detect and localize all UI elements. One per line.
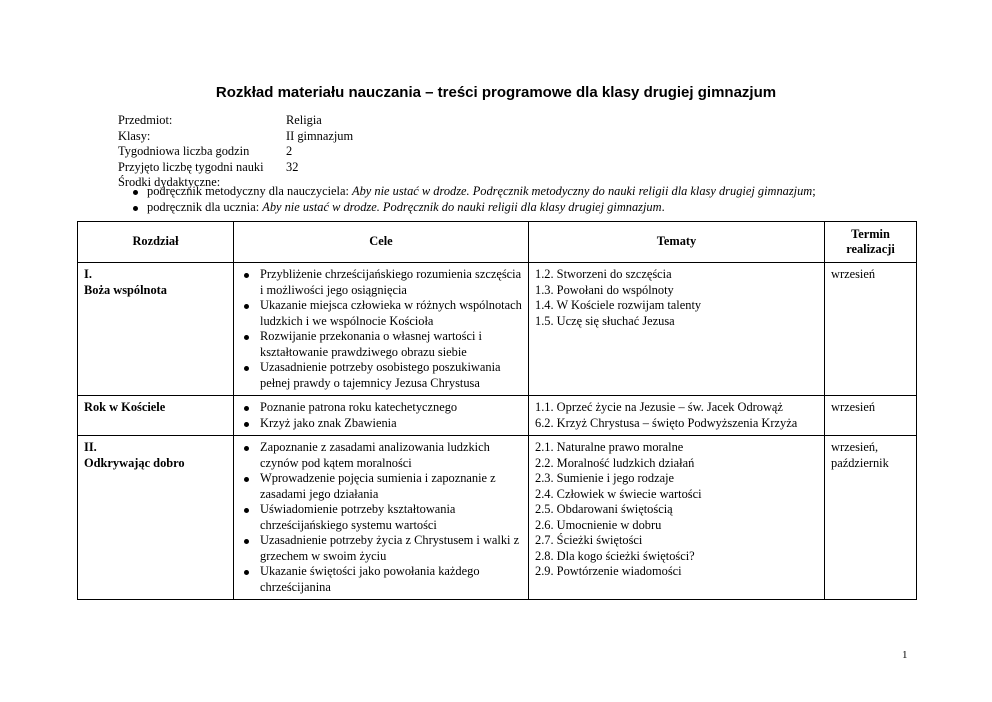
goal-item: Uzasadnienie potrzeby osobistego poszukiwania pełnej prawdy o tajemnicy Jezusa Chrystusa (240, 360, 522, 391)
goals-cell (234, 396, 529, 436)
goal-item: Wprowadzenie pojęcia sumienia i zapoznanie z zasadami jego działania (240, 471, 522, 502)
topic-item: 1.4. W Kościele rozwijam talenty (535, 298, 702, 312)
goals-cell (234, 263, 529, 396)
aid-book-title: Aby nie ustać w drodze. Podręcznik do nauki religii dla klasy drugiej gimnazjum (262, 199, 662, 214)
chapter-cell (78, 396, 234, 436)
page-number: 1 (902, 649, 908, 661)
chapter-number: II. (84, 440, 97, 454)
goal-item: Rozwijanie przekonania o własnej wartości i kształtowanie prawdziwego obrazu siebie (240, 329, 522, 360)
topics-cell (529, 263, 825, 396)
topic-item: 2.2. Moralność ludzkich działań (535, 455, 695, 470)
meta-value: 32 (286, 159, 299, 174)
aid-prefix: podręcznik metodyczny dla nauczyciela: (147, 184, 353, 198)
chapter-number: I. (84, 267, 92, 281)
meta-key: Tygodniowa liczba godzin (118, 144, 250, 158)
chapter-cell (78, 263, 234, 396)
term-cell: wrzesień, październik (825, 436, 917, 600)
teaching-aid-item (133, 200, 816, 216)
header-rozdzial: Rozdział (78, 222, 234, 263)
aid-prefix: podręcznik dla ucznia: (147, 199, 263, 214)
goal-item: Krzyż jako znak Zbawienia (240, 416, 522, 432)
topics-cell (529, 436, 825, 600)
meta-key: Klasy: (118, 128, 151, 143)
meta-key: Przyjęto liczbę tygodni nauki (118, 159, 264, 174)
topics-cell (529, 396, 825, 436)
subject-info (118, 113, 353, 191)
topic-item: 1.2. Stworzeni do szczęścia (535, 267, 672, 281)
goal-item: Przybliżenie chrześcijańskiego rozumienia szczęścia i możliwości jego osiągnięcia (240, 267, 522, 298)
meta-row (118, 129, 353, 145)
teaching-aids-list (133, 184, 816, 215)
aid-suffix: ; (812, 184, 816, 198)
topic-item: 2.8. Dla kogo ścieżki świętości? (535, 548, 695, 563)
topic-item: 2.6. Umocnienie w dobru (535, 517, 662, 532)
meta-row (118, 144, 353, 160)
meta-row (118, 113, 353, 129)
chapter-name: Odkrywając dobro (84, 455, 185, 470)
meta-row (118, 160, 353, 176)
topic-item: 2.1. Naturalne prawo moralne (535, 440, 684, 454)
topic-item: 2.9. Powtórzenie wiadomości (535, 564, 682, 578)
header-termin: Termin realizacji (825, 222, 917, 263)
topic-item: 6.2. Krzyż Chrystusa – święto Podwyższenia Krzyża (535, 415, 798, 430)
teaching-aids-label: Środki dydaktyczne: (118, 175, 221, 189)
goal-item: Ukazanie świętości jako powołania każdego chrześcijanina (240, 564, 522, 595)
table-row (78, 263, 917, 396)
aid-suffix: . (661, 199, 665, 214)
chapter-name: Boża wspólnota (84, 282, 167, 297)
meta-value: Religia (286, 113, 322, 127)
goal-item: Ukazanie miejsca człowieka w różnych wspólnotach ludzkich i we wspólnocie Kościoła (240, 298, 522, 329)
goals-list (240, 267, 522, 391)
topic-item: 1.3. Powołani do wspólnoty (535, 282, 674, 297)
table-row (78, 436, 917, 600)
topic-item: 2.7. Ścieżki świętości (535, 533, 643, 547)
chapter-cell (78, 436, 234, 600)
meta-value: 2 (286, 144, 293, 158)
teaching-aid-item (133, 184, 816, 200)
curriculum-table (77, 221, 917, 600)
document-title: Rozkład materiału nauczania – treści programowe dla klasy drugiej gimnazjum (215, 84, 777, 101)
topic-item: 2.5. Obdarowani świętością (535, 502, 673, 516)
goals-list (240, 440, 522, 595)
goals-cell (234, 436, 529, 600)
chapter-name: Rok w Kościele (84, 400, 166, 414)
goal-item: Poznanie patrona roku katechetycznego (240, 400, 522, 416)
aid-book-title: Aby nie ustać w drodze. Podręcznik metodyczny do nauki religii dla klasy drugiej gimnazjum (352, 184, 813, 198)
table-header-row (78, 222, 917, 263)
topic-item: 2.3. Sumienie i jego rodzaje (535, 471, 675, 485)
term-cell: wrzesień (825, 263, 917, 396)
header-cele: Cele (234, 222, 529, 263)
goal-item: Uświadomienie potrzeby kształtowania chrześcijańskiego systemu wartości (240, 502, 522, 533)
term-cell: wrzesień (825, 396, 917, 436)
topic-item: 1.1. Oprzeć życie na Jezusie – św. Jacek Odrowąż (535, 400, 783, 414)
goal-item: Uzasadnienie potrzeby życia z Chrystusem i walki z grzechem w swoim życiu (240, 533, 522, 564)
meta-value: II gimnazjum (286, 128, 354, 143)
meta-key: Przedmiot: (118, 113, 173, 127)
table-row (78, 396, 917, 436)
topic-item: 1.5. Uczę się słuchać Jezusa (535, 313, 675, 328)
goals-list (240, 400, 522, 431)
topic-item: 2.4. Człowiek w świecie wartości (535, 486, 702, 501)
header-tematy: Tematy (529, 222, 825, 263)
goal-item: Zapoznanie z zasadami analizowania ludzkich czynów pod kątem moralności (240, 440, 522, 471)
